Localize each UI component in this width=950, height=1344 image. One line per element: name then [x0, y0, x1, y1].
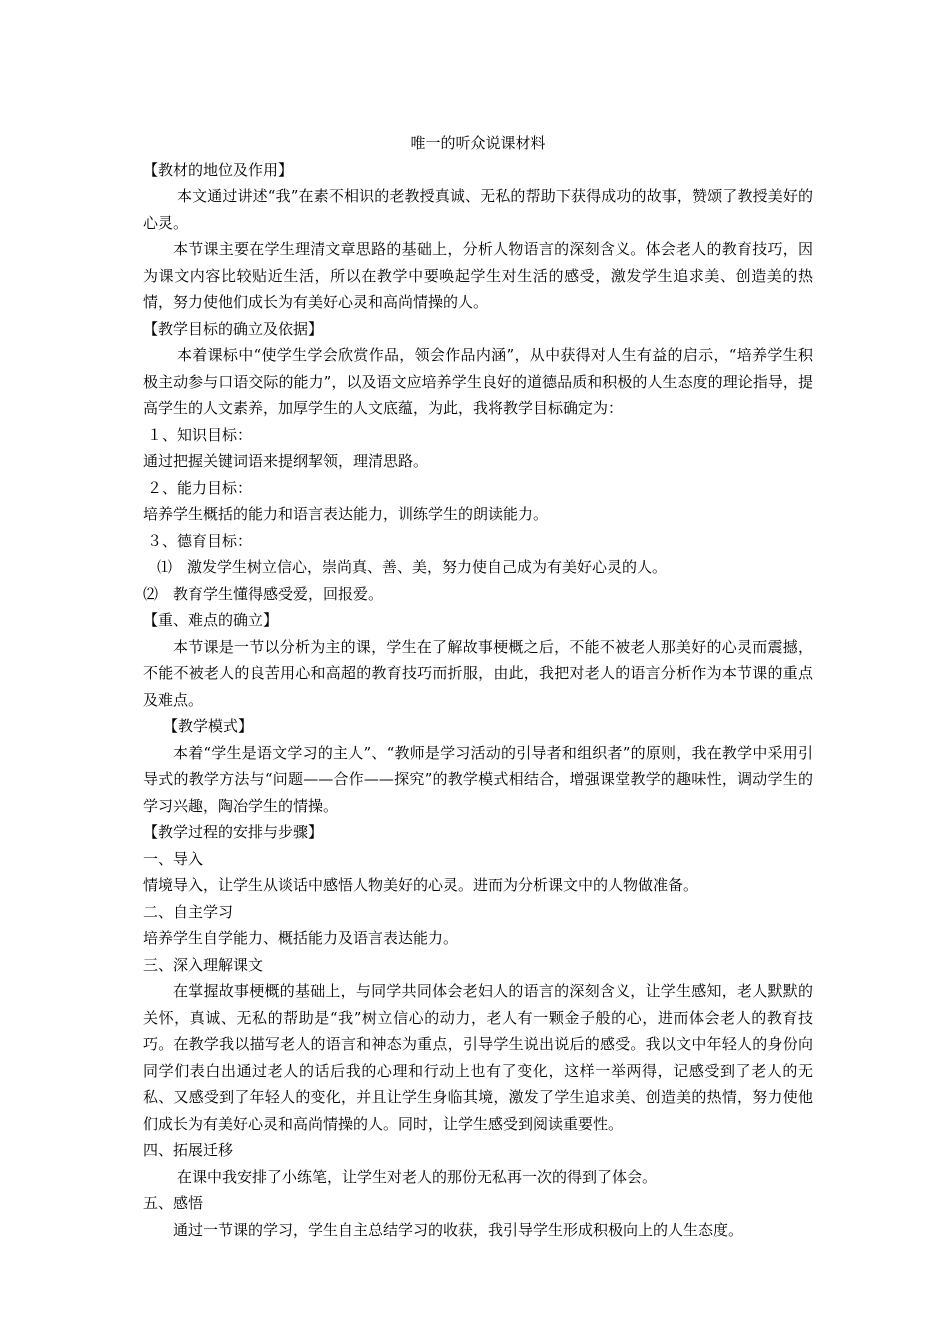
- document-title: 唯一的听众说课材料: [410, 134, 546, 152]
- document-body: [143, 130, 813, 1243]
- paragraph-key-points: 本节课是一节以分析为主的课，学生在了解故事梗概之后，不能不被老人那美好的心灵而震撼，不能不被老人的良苦用心和高超的教育技巧而折服，由此，我把对老人的语言分析作为本节课的重点及难点。: [143, 637, 813, 709]
- goal-1-text: 通过把握关键词语来提纲挈领，理清思路。: [143, 452, 429, 470]
- step-2-label: 二、自主学习: [143, 902, 234, 921]
- section-heading-process: 【教学过程的安排与步骤】: [143, 823, 324, 841]
- goal-2-label: ２、能力目标：: [147, 478, 253, 497]
- step-2-text: 培养学生自学能力、概括能力及语言表达能力。: [143, 929, 459, 947]
- section-heading-goals: 【教学目标的确立及依据】: [143, 319, 324, 338]
- paragraph-position-1: 本文通过讲述“我”在素不相识的老教授真诚、无私的帮助下获得成功的故事，赞颂了教授美好的心灵。: [143, 187, 813, 232]
- step-3-text: 在掌握故事梗概的基础上，与同学共同体会老妇人的语言的深刻含义，让学生感知，老人默默的关怀，真诚、无私的帮助是“我”树立信心的动力，老人有一颗金子般的心，进而体会老人的教育技巧。在教学我以描写老人的语言和神态为重点，引导学生说出说后的感受。我以文中年轻人的身份向同学们表白出通过老人的话后我的心理和行动上也有了变化，这样一举两得，记感受到了老人的无私、又感受到了年轻人的变化，并且让学生身临其境，激发了学生追求美、创造美的热情，努力使他们成长为有美好心灵和高尚情操的人。同时，让学生感受到阅读重要性。: [143, 982, 813, 1133]
- step-4-text: 在课中我安排了小练笔，让学生对老人的那份无私再一次的得到了体会。: [177, 1167, 658, 1186]
- step-5-text: 通过一节课的学习，学生自主总结学习的收获，我引导学生形成积极向上的人生态度。: [173, 1220, 744, 1239]
- goal-3-item-1: ⑴ 激发学生树立信心，崇尚真、善、美，努力使自己成为有美好心灵的人。: [157, 558, 668, 576]
- paragraph-goals: 本着课标中“使学生学会欣赏作品，领会作品内涵”，从中获得对人生有益的启示，“培养学生积极主动参与口语交际的能力”，以及语文应培养学生良好的道德品质和积极的人生态度的理论指导，提高学生的人文素养，加厚学生的人文底蕴，为此，我将教学目标确定为：: [143, 346, 813, 417]
- section-heading-position: 【教材的地位及作用】: [143, 160, 294, 179]
- step-5-label: 五、感悟: [143, 1194, 204, 1212]
- step-3-label: 三、深入理解课文: [143, 955, 264, 974]
- step-4-label: 四、拓展迁移: [143, 1141, 234, 1159]
- paragraph-teaching-mode: 本着“学生是语文学习的主人”、“教师是学习活动的引导者和组织者”的原则，我在教学中采用引导式的教学方法与“问题——合作——探究”的教学模式相结合，增强课堂教学的趣味性，调动学生的学习兴趣，陶冶学生的情操。: [143, 743, 813, 815]
- section-heading-teaching-mode: 【教学模式】: [163, 717, 254, 735]
- goal-1-label: １、知识目标：: [147, 425, 253, 444]
- step-1-label: 一、导入: [143, 849, 204, 868]
- step-1-text: 情境导入，让学生从谈话中感悟人物美好的心灵。进而为分析课文中的人物做准备。: [143, 876, 699, 894]
- goal-3-label: ３、德育目标：: [147, 531, 253, 550]
- section-heading-key-points: 【重、难点的确立】: [143, 611, 279, 629]
- paragraph-position-2: 本节课主要在学生理清文章思路的基础上，分析人物语言的深刻含义。体会老人的教育技巧，因为课文内容比较贴近生活，所以在教学中要唤起学生对生活的感受，激发学生追求美、创造美的热情，努力使他们成长为有美好心灵和高尚情操的人。: [143, 240, 813, 311]
- goal-3-item-2: ⑵ 教育学生懂得感受爱，回报爱。: [143, 584, 384, 603]
- goal-2-text: 培养学生概括的能力和语言表达能力，训练学生的朗读能力。: [143, 505, 549, 523]
